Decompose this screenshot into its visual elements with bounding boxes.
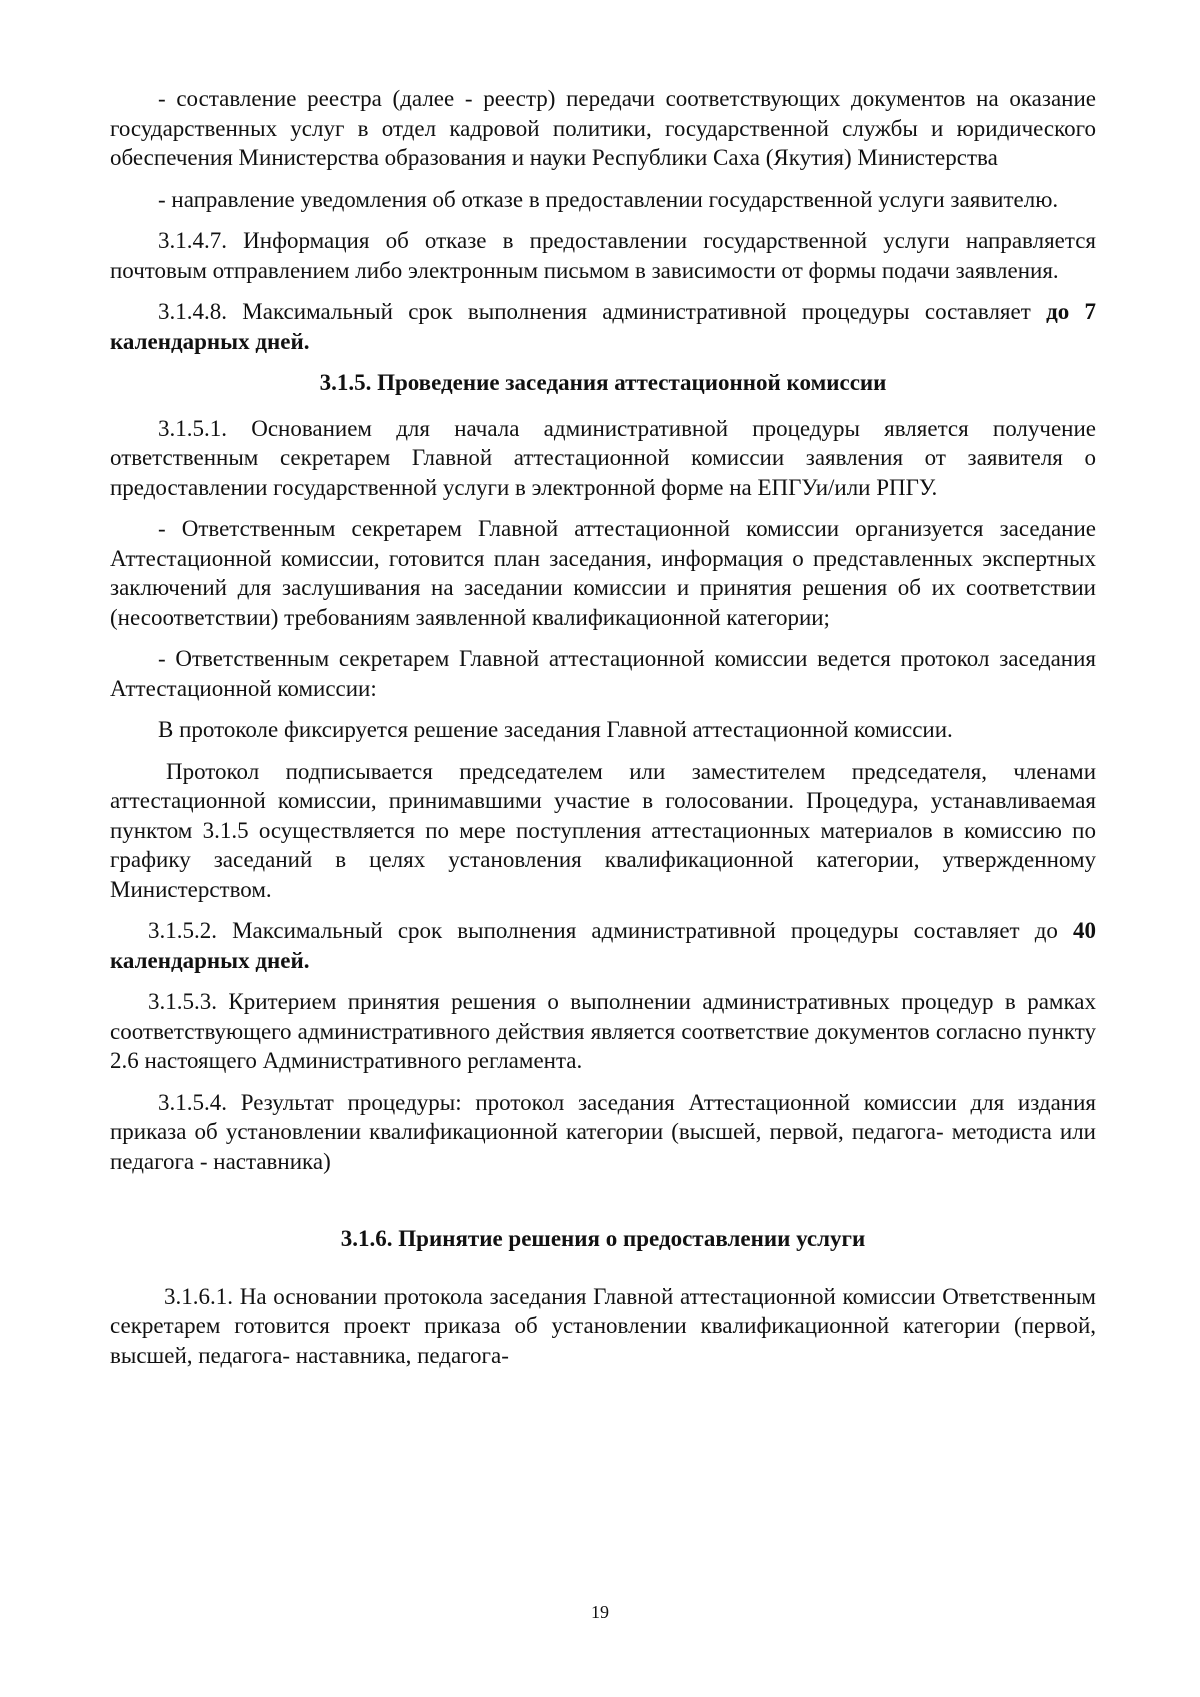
paragraph-3-1-5-2 <box>110 916 1096 975</box>
section-heading-3-1-5: 3.1.5. Проведение заседания аттестационной комиссии <box>319 370 887 395</box>
paragraph-3-1-4-8-deadline: до 7 календарных дней. <box>110 299 1096 354</box>
paragraph-3-1-6-1: 3.1.6.1. На основании протокола заседания Главной аттестационной комиссии Ответственным секретарем готовится проект приказа об установлении квалификационной категории (первой, высшей, педагога- наставника, педагога- <box>110 1283 1096 1368</box>
paragraph-3-1-5-1: 3.1.5.1. Основанием для начала административной процедуры является получение ответственным секретарем Главной аттестационной комиссии заявления от заявителя о предоставлении государственной услуги в электронной форме на ЕПГУи/или РПГУ. <box>110 415 1096 500</box>
paragraph-3-1-4-8-text: 3.1.4.8. Максимальный срок выполнения административной процедуры составляет <box>158 299 1047 324</box>
document-body <box>110 84 1096 1382</box>
paragraph-3-1-5-4: 3.1.5.4. Результат процедуры: протокол заседания Аттестационной комиссии для издания приказа об установлении квалификационной категории (высшей, первой, педагога- методиста или педагога - наставника) <box>110 1089 1096 1174</box>
paragraph-meeting-organization: - Ответственным секретарем Главной аттестационной комиссии организуется заседание Аттестационной комиссии, готовится план заседания, информация о представленных экспертных заключений для заслушивания на заседании комиссии и принятия решения об их соответствии (несоответствии) требованиям заявленной квалификационной категории; <box>110 516 1096 630</box>
page-number: 19 <box>591 1602 609 1622</box>
section-heading-3-1-6: 3.1.6. Принятие решения о предоставлении услуги <box>340 1226 866 1251</box>
paragraph-3-1-4-7: 3.1.4.7. Информация об отказе в предоставлении государственной услуги направляется почтовым отправлением либо электронным письмом в зависимости от формы подачи заявления. <box>110 228 1096 283</box>
paragraph-protocol-signing: Протокол подписывается председателем или заместителем председателя, членами аттестационной комиссии, принимавшими участие в голосовании. Процедура, устанавливаемая пунктом 3.1.5 осуществляется по мере поступления аттестационных материалов в комиссию по графику заседаний в целях установления квалификационной категории, утвержденному Министерством. <box>110 758 1096 902</box>
paragraph-3-1-4-8 <box>110 297 1096 356</box>
paragraph-3-1-5-2-deadline: 40 календарных дней. <box>110 918 1096 973</box>
paragraph-protocol-keeping: - Ответственным секретарем Главной аттестационной комиссии ведется протокол заседания Аттестационной комиссии: <box>110 646 1096 701</box>
paragraph-3-1-5-3: 3.1.5.3. Критерием принятия решения о выполнении административных процедур в рамках соответствующего административного действия является соответствие документов согласно пункту 2.6 настоящего Административного регламента. <box>110 989 1096 1073</box>
paragraph-3-1-5-2-text: 3.1.5.2. Максимальный срок выполнения административной процедуры составляет до <box>148 918 1073 943</box>
paragraph-registry: - составление реестра (далее - реестр) передачи соответствующих документов на оказание государственных услуг в отдел кадровой политики, государственной службы и юридического обеспечения Министерства образования и науки Республики Саха (Якутия) Министерства <box>110 86 1096 170</box>
paragraph-refusal-notice: - направление уведомления об отказе в предоставлении государственной услуги заявителю. <box>158 186 1059 212</box>
paragraph-protocol-decision: В протоколе фиксируется решение заседания Главной аттестационной комиссии. <box>158 717 953 742</box>
